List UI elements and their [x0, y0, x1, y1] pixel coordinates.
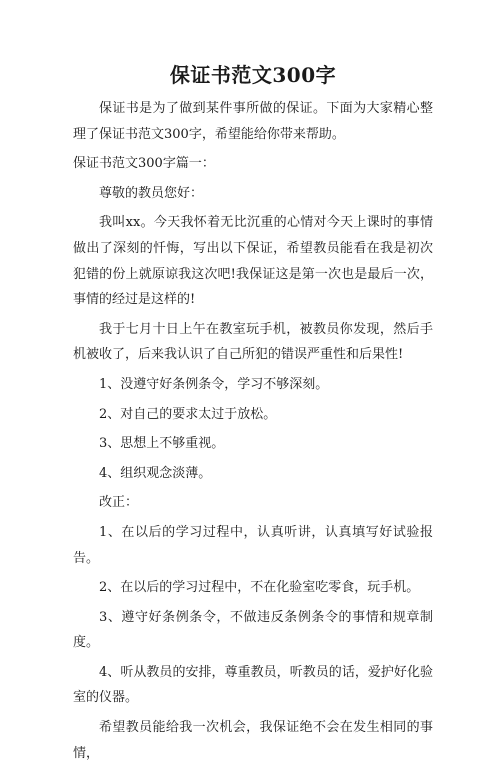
list-item: 3、思想上不够重视。 — [99, 436, 225, 452]
list-item: 2、在以后的学习过程中，不在化验室吃零食，玩手机。 — [99, 580, 420, 596]
body-paragraph: 我于七月十日上午在教室玩手机，被教员你发现，然后手机被收了，后来我认识了自己所犯的错误严重性和后果性! — [73, 321, 433, 363]
salutation: 尊敬的教员您好： — [99, 185, 204, 201]
list-item: 3、遵守好条例条令，不做违反条例条令的事情和规章制度。 — [73, 609, 433, 651]
closing-paragraph: 希望教员能给我一次机会，我保证绝不会在发生相同的事情， — [73, 720, 433, 761]
list-item: 4、听从教员的安排，尊重教员，听教员的话，爱护好化验室的仪器。 — [73, 664, 433, 706]
document-title: 保证书范文300字 — [169, 63, 337, 87]
list-item: 1、在以后的学习过程中，认真听讲，认真填写好试验报告。 — [73, 524, 433, 566]
document-page — [73, 62, 433, 766]
list-item: 2、对自己的要求太过于放松。 — [99, 406, 277, 422]
list-item: 4、组织观念淡薄。 — [99, 465, 212, 481]
body-paragraph: 我叫xx。今天我怀着无比沉重的心情对今天上课时的事情做出了深刻的忏悔，写出以下保证，希望教员能看在我是初次犯错的份上就原谅我这次吧!我保证这是第一次也是最后一次，事情的经过是这样的! — [73, 215, 433, 308]
section-heading: 保证书范文300字篇一： — [73, 156, 215, 172]
correction-heading: 改正： — [99, 495, 139, 511]
intro-paragraph: 保证书是为了做到某件事所做的保证。下面为大家精心整理了保证书范文300字，希望能给你带来帮助。 — [73, 101, 433, 142]
list-item: 1、没遵守好条例条令，学习不够深刻。 — [99, 376, 329, 392]
